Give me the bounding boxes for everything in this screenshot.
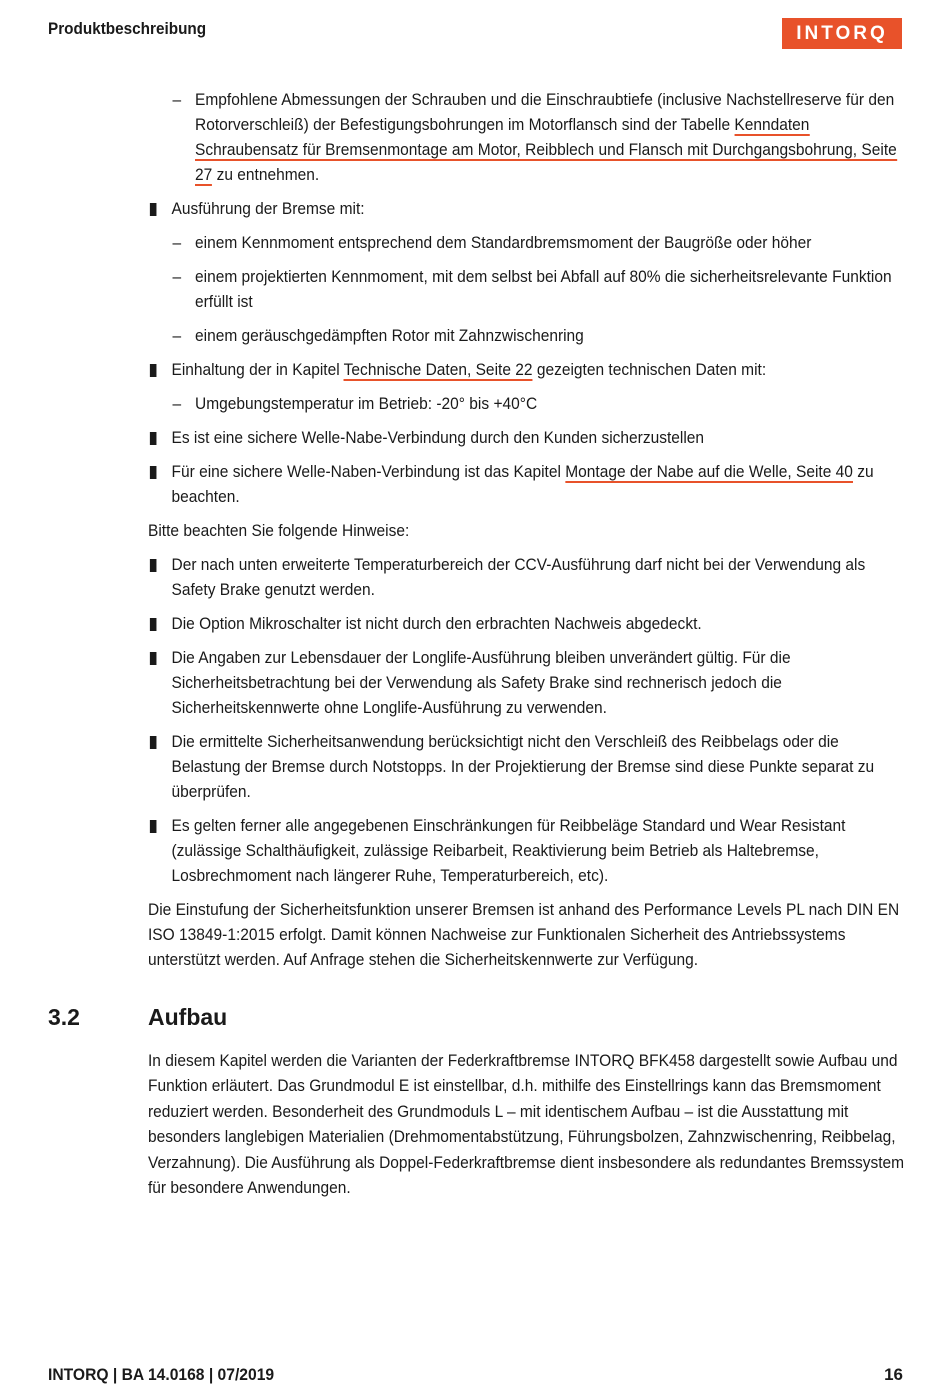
bullet-square-icon (150, 364, 157, 377)
list-item-text: zu beachten. (171, 463, 874, 506)
list-item-text: Umgebungstemperatur im Betrieb: -20° bis +40°C (195, 395, 538, 413)
list-item (148, 426, 904, 451)
cross-reference-link[interactable]: Technische Daten, Seite 22 (343, 361, 533, 379)
bullet-square-icon (150, 432, 157, 445)
note-text: Es gelten ferner alle angegebenen Einschränkungen für Reibbeläge Standard und Wear Resistant (zulässige Schalthäufigkeit, zulässige Reibarbeit, Reaktivierung beim Betrieb als Haltebremse, Losbrechmoment nach längerer Ruhe, Temperaturbereich, etc). (171, 817, 846, 885)
list-item-text: einem geräuschgedämpften Rotor mit Zahnzwischenring (195, 327, 584, 345)
section-body-text: In diesem Kapitel werden die Varianten der Federkraftbremse INTORQ BFK458 dargestellt sowie Aufbau und Funktion erläutert. Das Grundmodul E ist einstellbar, d.h. mithilfe des Einstellrings kann das Bremsmoment reduziert werden. Besonderheit des Grundmoduls L – mit identischem Aufbau – ist die Ausstattung mit besonders langlebigen Materialien (Drehmomentabstützung, Führungsbolzen, Zahnzwischenring, Reibbelag, Verzahnung). Die Ausführung als Doppel-Federkraftbremse dient insbesondere als redundantes Bremssystem für besondere Anwendungen. (148, 1052, 905, 1198)
note-text: Die Option Mikroschalter ist nicht durch den erbrachten Nachweis abgedeckt. (171, 615, 702, 633)
dash-marker: – (172, 91, 182, 109)
cross-reference-link[interactable]: Montage der Nabe auf die Welle, Seite 40 (565, 463, 853, 481)
requirements-list (148, 88, 904, 510)
dash-marker: – (172, 327, 182, 345)
list-item (148, 231, 904, 256)
dash-marker: – (172, 395, 182, 413)
intorq-logo: INTORQ (782, 18, 902, 49)
main-content (148, 88, 904, 982)
note-text: Der nach unten erweiterte Temperaturbereich der CCV-Ausführung darf nicht bei der Verwendung als Safety Brake genutzt werden. (171, 556, 866, 599)
list-item (148, 460, 904, 510)
note-item (148, 814, 904, 889)
list-item (148, 88, 904, 188)
notes-list (148, 553, 904, 889)
cross-reference-link[interactable]: Kenndaten Schraubensatz für Bremsenmontage am Motor, Reibblech und Flansch mit Durchgangsbohrung, Seite 27 (195, 116, 897, 184)
bullet-square-icon (150, 820, 157, 833)
bullet-square-icon (150, 618, 157, 631)
list-item-text: Für eine sichere Welle-Naben-Verbindung ist das Kapitel (171, 463, 566, 481)
list-item-text: zu entnehmen. (212, 166, 320, 184)
bullet-square-icon (150, 203, 157, 216)
list-item-text: Einhaltung der in Kapitel (171, 361, 344, 379)
list-item-text: gezeigten technischen Daten mit: (532, 361, 767, 379)
section-body (148, 1049, 908, 1201)
note-text: Die ermittelte Sicherheitsanwendung berücksichtigt nicht den Verschleiß des Reibbelags oder die Belastung der Bremse durch Notstopps. In der Projektierung der Bremse sind diese Punkte separat zu überprüfen. (171, 733, 875, 801)
bullet-square-icon (150, 652, 157, 665)
page-number: 16 (884, 1365, 903, 1384)
list-item (148, 265, 904, 315)
list-item-text: Ausführung der Bremse mit: (171, 200, 365, 218)
notes-intro: Bitte beachten Sie folgende Hinweise: (148, 522, 410, 540)
note-item (148, 730, 904, 805)
classification-paragraph: Die Einstufung der Sicherheitsfunktion unserer Bremsen ist anhand des Performance Levels PL nach DIN EN ISO 13849-1:2015 erfolgt. Damit können Nachweise zur Funktionalen Sicherheit des Antriebssystems unterstützt werden. Auf Anfrage stehen die Sicherheitskennwerte zur Verfügung. (148, 901, 900, 969)
list-item-text: einem Kennmoment entsprechend dem Standardbremsmoment der Baugröße oder höher (195, 234, 812, 252)
footer-document-id: INTORQ | BA 14.0168 | 07/2019 (48, 1365, 275, 1384)
list-item (148, 324, 904, 349)
list-item (148, 358, 904, 383)
list-item-text: Es ist eine sichere Welle-Nabe-Verbindung durch den Kunden sicherzustellen (171, 429, 705, 447)
bullet-square-icon (150, 736, 157, 749)
note-text: Die Angaben zur Lebensdauer der Longlife-Ausführung bleiben unverändert gültig. Für die Sicherheitsbetrachtung bei der Verwendung als Safety Brake sind rechnerisch jedoch die Sicherheitskennwerte ohne Longlife-Ausführung zu verwenden. (171, 649, 791, 717)
section-number: 3.2 (48, 1004, 80, 1030)
bullet-square-icon (150, 466, 157, 479)
dash-marker: – (172, 268, 182, 286)
dash-marker: – (172, 234, 182, 252)
note-item (148, 553, 904, 603)
list-item (148, 197, 904, 222)
list-item-text: einem projektierten Kennmoment, mit dem selbst bei Abfall auf 80% die sicherheitsrelevante Funktion erfüllt ist (195, 268, 892, 311)
bullet-square-icon (150, 559, 157, 572)
section-title: Aufbau (148, 1004, 228, 1030)
list-item-text: Empfohlene Abmessungen der Schrauben und die Einschraubtiefe (inclusive Nachstellreserve für den Rotorverschleiß) der Befestigungsbohrungen im Motorflansch sind der Tabelle (195, 91, 895, 134)
page-header-title: Produktbeschreibung (48, 19, 207, 38)
list-item (148, 392, 904, 417)
note-item (148, 646, 904, 721)
note-item (148, 612, 904, 637)
